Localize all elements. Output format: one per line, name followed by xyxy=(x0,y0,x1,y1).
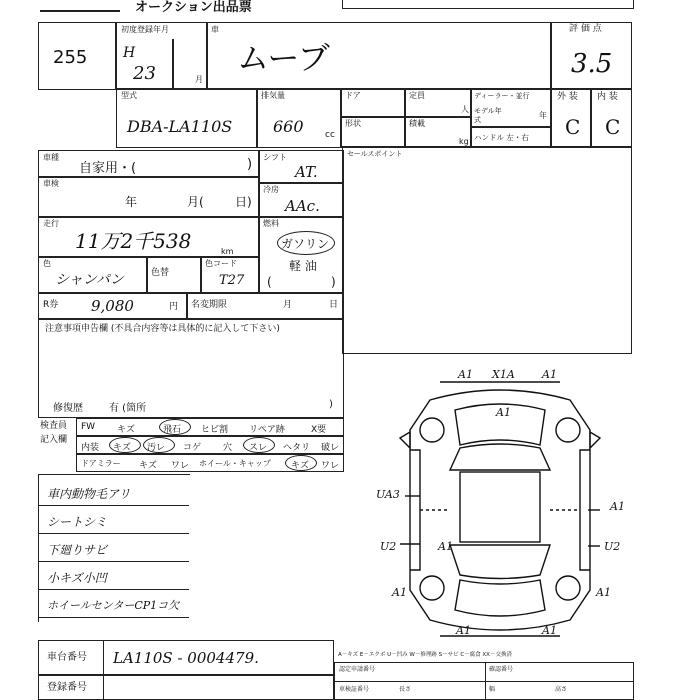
shape-label: 形状 xyxy=(345,119,361,128)
first-registration-box xyxy=(116,22,208,90)
aircon-box xyxy=(258,182,344,218)
inspection-box xyxy=(38,176,260,218)
inspection-month: 月( xyxy=(187,195,204,209)
inspection-label: 車検 xyxy=(43,179,59,188)
usage-value: 自家用・( xyxy=(79,161,137,176)
expiry-day: 日 xyxy=(329,300,339,310)
check-hetari: ヘタリ xyxy=(283,443,311,453)
model-value: DBA-LA110S xyxy=(127,117,233,136)
check-circle xyxy=(159,419,191,435)
bottom-info-box xyxy=(334,662,634,700)
car-name-value: ムーブ xyxy=(237,39,330,77)
color-box xyxy=(38,256,148,294)
bottom-label-6: 高さ xyxy=(555,686,568,693)
divider xyxy=(172,39,174,89)
diagram-mark: A1 xyxy=(458,368,473,381)
diagram-mark: A1 xyxy=(596,586,611,599)
registration-box xyxy=(38,674,334,700)
displacement-label: 排気量 xyxy=(261,91,285,100)
recycle-box xyxy=(38,292,188,320)
dealer-label: ディーラー・並行 xyxy=(474,92,530,100)
diagram-mark: UA3 xyxy=(376,488,400,501)
bottom-label-3: 車検証番号 xyxy=(339,686,370,693)
header-band xyxy=(40,0,340,14)
check-sure: スレ xyxy=(249,443,268,453)
bottom-label-4: 長さ xyxy=(399,686,412,693)
note-line xyxy=(39,505,189,506)
lot-number: 255 xyxy=(53,47,88,68)
color-code-value: T27 xyxy=(219,273,245,288)
expiry-box xyxy=(186,292,344,320)
bottom-label-5: 幅 xyxy=(489,686,496,693)
check-fw: FW xyxy=(81,422,96,432)
recycle-unit: 円 xyxy=(169,302,179,312)
aircon-label: 冷房 xyxy=(263,185,279,194)
registration-label: 登録番号 xyxy=(47,682,87,693)
check-doormirror: ドアミラー xyxy=(81,459,121,468)
chassis-label: 車台番号 xyxy=(47,652,87,663)
seller-notes-label: セールスポイント xyxy=(347,150,403,158)
fuel-paren-close: ) xyxy=(331,275,336,289)
fuel-alt: 軽 油 xyxy=(289,259,317,273)
check-koge: コゲ xyxy=(183,443,202,453)
notes-box xyxy=(38,318,344,418)
diagram-mark: A1 xyxy=(610,500,625,513)
diagram-mark: A1 xyxy=(496,406,511,419)
handwritten-notes-box xyxy=(38,474,190,622)
inspection-day: 日) xyxy=(235,195,252,209)
diagram-mark: A1 xyxy=(542,624,557,637)
model-year-unit: 年 xyxy=(539,111,547,120)
capacity-label: 定員 xyxy=(409,91,425,100)
expiry-month: 月 xyxy=(283,300,293,310)
checks-row-1 xyxy=(76,418,344,436)
checks-row-2 xyxy=(76,436,344,454)
color-label: 色 xyxy=(43,259,51,268)
car-name-box xyxy=(206,22,552,90)
header-right-box xyxy=(342,0,634,9)
diagram-mark: X1A xyxy=(492,368,515,381)
usage-label: 車種 xyxy=(43,153,59,162)
doors-label: ドア xyxy=(345,91,361,100)
chassis-value: LA110S - 0004479. xyxy=(113,649,259,667)
checks-side-label xyxy=(38,420,76,460)
mileage-unit: km xyxy=(221,247,234,256)
first-registration-label: 初度登録年月 xyxy=(121,25,169,34)
check-circle xyxy=(285,455,317,471)
check-hibiware: ヒビ割 xyxy=(201,425,229,435)
color-value: シャンパン xyxy=(55,272,124,288)
note-2: シートシミ xyxy=(47,515,108,529)
inspection-year: 年 xyxy=(125,195,138,209)
first-registration-year: 23 xyxy=(133,63,156,84)
model-label: 型式 xyxy=(121,91,137,100)
load-label: 積載 xyxy=(409,119,425,128)
diagram-mark: A1 xyxy=(392,586,407,599)
check-ware4: ワレ xyxy=(321,461,340,471)
check-yogore: 汚レ xyxy=(147,443,166,453)
expiry-label: 名変期限 xyxy=(191,300,228,310)
mileage-label: 走行 xyxy=(43,219,59,228)
check-kizu4: キズ xyxy=(291,461,309,471)
fuel-box xyxy=(258,216,344,294)
car-name-label: 車 xyxy=(211,25,219,34)
repair-value: 有 (箇所 xyxy=(109,403,147,414)
check-circle xyxy=(109,437,141,453)
recycle-label: R券 xyxy=(43,300,59,310)
check-kizu3: キズ xyxy=(139,461,157,471)
model-year-label: モデル年式 xyxy=(474,107,502,124)
interior-value: C xyxy=(605,115,621,139)
fuel-paren-open: ( xyxy=(267,275,272,289)
load-box xyxy=(404,116,472,148)
check-x: X要 xyxy=(311,425,327,435)
repair-close: ) xyxy=(329,399,333,410)
lot-box xyxy=(38,22,116,90)
note-line xyxy=(39,533,189,534)
displacement-unit: cc xyxy=(325,130,335,140)
bottom-label-1: 認定申請番号 xyxy=(339,666,376,673)
checks-label2: 記入欄 xyxy=(40,435,68,445)
repair-label: 修復歴 xyxy=(53,403,83,414)
check-repair: リペア跡 xyxy=(249,425,285,435)
grade-box xyxy=(550,22,632,90)
check-tobiishi: 飛石 xyxy=(163,425,182,435)
shape-box xyxy=(340,116,406,148)
legend: A－キズ E－エクボ U－凹み W－修理跡 S－サビ C－腐食 XX－交換済 xyxy=(338,652,512,658)
handle-box xyxy=(470,126,552,148)
grade-value: 3.5 xyxy=(571,49,613,79)
header-logo xyxy=(40,0,120,12)
check-circle xyxy=(243,437,275,453)
note-line xyxy=(39,589,189,590)
car-damage-diagram xyxy=(360,360,640,650)
shift-label: シフト xyxy=(263,153,287,162)
displacement-value: 660 xyxy=(273,117,304,136)
load-unit: kg xyxy=(459,137,469,146)
divider xyxy=(335,681,633,682)
exterior-value: C xyxy=(565,115,581,139)
first-registration-month-unit: 月 xyxy=(195,75,203,84)
aircon-value: AAc. xyxy=(285,197,320,215)
color-change-box xyxy=(146,256,202,294)
capacity-unit: 人 xyxy=(461,105,469,114)
diagram-mark: A1 xyxy=(542,368,557,381)
seller-notes-box xyxy=(342,146,632,354)
color-code-label: 色コード xyxy=(205,259,237,268)
note-5: ホイールセンターCP1コ欠 xyxy=(47,599,180,612)
check-wheelcap: ホイール・キャップ xyxy=(199,459,271,468)
diagram-mark: U2 xyxy=(604,540,621,553)
fuel-value: ガソリン xyxy=(281,237,330,251)
divider xyxy=(485,663,486,699)
diagram-mark: U2 xyxy=(380,540,397,553)
handle-label: ハンドル 左・右 xyxy=(474,133,529,142)
check-yabure: 破レ xyxy=(321,443,340,453)
note-line xyxy=(39,617,189,618)
checks-label1: 検査員 xyxy=(40,421,68,431)
mileage-box xyxy=(38,216,260,258)
displacement-box xyxy=(256,88,342,148)
note-line xyxy=(39,561,189,562)
model-box xyxy=(116,88,258,148)
check-ana: 穴 xyxy=(223,443,233,453)
note-3: 下廻りサビ xyxy=(47,543,108,557)
notes-header: 注意事項申告欄 (不具合内容等は具体的に記入して下さい) xyxy=(45,324,280,334)
dealer-box xyxy=(470,88,552,128)
diagram-mark: A1 xyxy=(438,540,453,553)
check-ware3: ワレ xyxy=(171,461,190,471)
note-4: 小キズ小凹 xyxy=(47,571,107,585)
bottom-label-2: 確認番号 xyxy=(489,666,514,673)
fuel-label: 燃料 xyxy=(263,219,279,228)
check-naisou: 内装 xyxy=(81,443,100,453)
check-kizu: キズ xyxy=(117,425,135,435)
exterior-box xyxy=(550,88,592,148)
mileage-value: 11万2千538 xyxy=(75,229,192,253)
usage-box xyxy=(38,150,260,178)
chassis-box xyxy=(38,640,334,676)
interior-label: 内 装 xyxy=(597,92,618,102)
capacity-box xyxy=(404,88,472,118)
grade-label: 評 価 点 xyxy=(569,24,602,34)
doors-box xyxy=(340,88,406,118)
exterior-label: 外 装 xyxy=(557,92,578,102)
diagram-mark: A1 xyxy=(456,624,471,637)
color-code-box xyxy=(200,256,260,294)
check-kizu2: キズ xyxy=(113,443,131,453)
color-change-label: 色替 xyxy=(151,268,170,278)
usage-close: ) xyxy=(247,157,253,172)
first-registration-era: H xyxy=(123,45,136,61)
note-1: 車内動物毛アリ xyxy=(47,487,131,501)
recycle-value: 9,080 xyxy=(91,297,134,315)
shift-value: AT. xyxy=(295,163,318,181)
header-title: オークション出品票 xyxy=(135,0,252,15)
fuel-circle xyxy=(277,231,335,255)
checks-row-3 xyxy=(76,454,344,472)
check-circle xyxy=(143,437,175,453)
interior-box xyxy=(590,88,632,148)
shift-box xyxy=(258,150,344,184)
